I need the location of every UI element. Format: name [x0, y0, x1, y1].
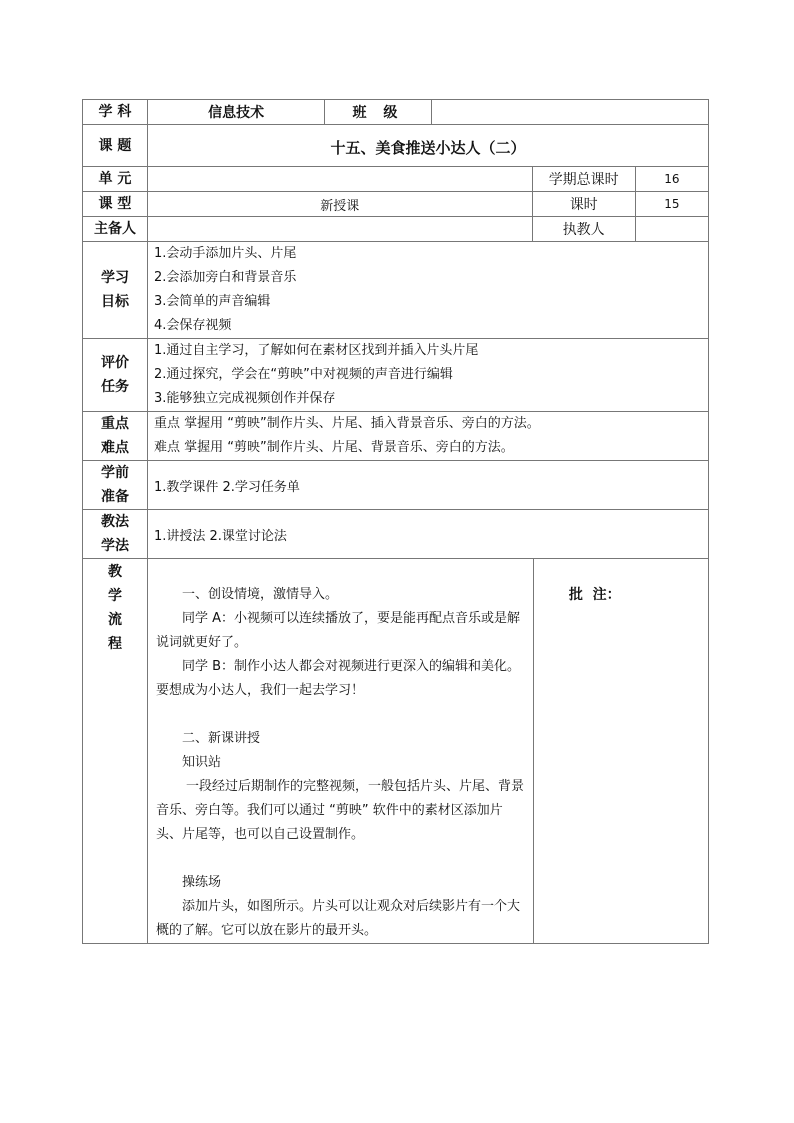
student-b-dialogue: 同学 B：制作小达人都会对视频进行更深入的编辑和美化。要想成为小达人，我们一起去学习！ [155, 659, 521, 698]
goals-row [83, 242, 709, 339]
unit-row [83, 167, 709, 192]
total-hours-value: 16 [635, 167, 708, 192]
unit-value [147, 167, 532, 192]
practice-title: 操练场 [181, 875, 221, 890]
preparer-value [147, 217, 532, 242]
process-content [147, 559, 533, 944]
preparer-row [83, 217, 709, 242]
topic-row [83, 125, 709, 167]
practice-text: 添加片头，如图所示。片头可以让观众对后续影片有一个大概的了解。它可以放在影片的最开头。 [155, 899, 520, 938]
preparation-label-line1: 学前 [100, 465, 129, 481]
process-spacer [156, 847, 527, 871]
evaluation-item: 3.能够独立完成视频创作并保存 [153, 391, 336, 406]
evaluation-label [83, 339, 148, 412]
preparation-row [83, 461, 709, 510]
knowledge-text: 一段经过后期制作的完整视频，一般包括片头、片尾、背景音乐、旁白等。我们可以通过 “剪映” 软件中的素材区添加片头、片尾等，也可以自己设置制作。 [155, 779, 524, 842]
section2-title: 二、新课讲授 [181, 731, 260, 746]
process-label-char: 流 [107, 612, 122, 628]
preparation-label [83, 461, 148, 510]
methods-label [83, 510, 148, 559]
period-value: 15 [635, 192, 708, 217]
goals-label [83, 242, 148, 339]
type-row [83, 192, 709, 217]
teacher-label: 执教人 [532, 217, 635, 242]
knowledge-title: 知识站 [181, 755, 221, 770]
subject-value: 信息技术 [147, 100, 324, 125]
evaluation-list [147, 339, 708, 412]
goals-list [147, 242, 708, 339]
keypoints-label [83, 412, 148, 461]
subject-label: 学 科 [83, 100, 148, 125]
section1-title: 一、创设情境，激情导入。 [181, 587, 338, 602]
goal-item: 1.会动手添加片头、片尾 [153, 246, 297, 261]
teacher-value [635, 217, 708, 242]
evaluation-label-line1: 评价 [100, 355, 129, 371]
total-hours-label: 学期总课时 [532, 167, 635, 192]
goals-label-line1: 学习 [100, 270, 129, 286]
topic-value: 十五、美食推送小达人（二） [147, 125, 708, 167]
class-value [431, 100, 708, 125]
class-label-text: 班 级 [352, 105, 404, 121]
evaluation-item: 2.通过探究，学会在“剪映”中对视频的声音进行编辑 [153, 367, 453, 382]
notes-column [533, 559, 708, 944]
methods-label-line2: 学法 [100, 538, 129, 554]
evaluation-label-line2: 任务 [100, 379, 129, 395]
process-spacer [156, 703, 527, 727]
process-label [83, 559, 148, 944]
unit-label: 单 元 [83, 167, 148, 192]
evaluation-item: 1.通过自主学习，了解如何在素材区找到并插入片头片尾 [153, 343, 479, 358]
type-label: 课 型 [83, 192, 148, 217]
process-label-char: 学 [107, 588, 122, 604]
methods-value: 1.讲授法 2.课堂讨论法 [147, 510, 708, 559]
class-label [325, 100, 431, 125]
goal-item: 2.会添加旁白和背景音乐 [153, 270, 297, 285]
goal-item: 3.会简单的声音编辑 [153, 294, 271, 309]
keypoints-label-line2: 难点 [100, 440, 129, 456]
topic-label: 课 题 [83, 125, 148, 167]
keypoints-row [83, 412, 709, 461]
lesson-plan-table [82, 99, 709, 944]
process-spacer [156, 559, 527, 583]
preparation-value: 1.教学课件 2.学习任务单 [147, 461, 708, 510]
methods-row [83, 510, 709, 559]
key-point: 重点 掌握用 “剪映”制作片头、片尾、插入背景音乐、旁白的方法。 [153, 416, 540, 431]
notes-label: 批 注： [568, 587, 621, 603]
keypoints-label-line1: 重点 [100, 416, 129, 432]
preparer-label: 主备人 [83, 217, 148, 242]
difficult-point: 难点 掌握用 “剪映”制作片头、片尾、背景音乐、旁白的方法。 [153, 440, 514, 455]
process-row [83, 559, 709, 944]
process-label-char: 教 [107, 564, 122, 580]
process-label-char: 程 [107, 636, 122, 652]
methods-label-line1: 教法 [100, 514, 129, 530]
type-value: 新授课 [147, 192, 532, 217]
period-label: 课时 [532, 192, 635, 217]
goal-item: 4.会保存视频 [153, 318, 232, 333]
goals-label-line2: 目标 [100, 294, 129, 310]
student-a-dialogue: 同学 A：小视频可以连续播放了，要是能再配点音乐或是解说词就更好了。 [155, 611, 520, 650]
keypoints-content [147, 412, 708, 461]
preparation-label-line2: 准备 [100, 489, 129, 505]
subject-row [83, 100, 709, 125]
evaluation-row [83, 339, 709, 412]
